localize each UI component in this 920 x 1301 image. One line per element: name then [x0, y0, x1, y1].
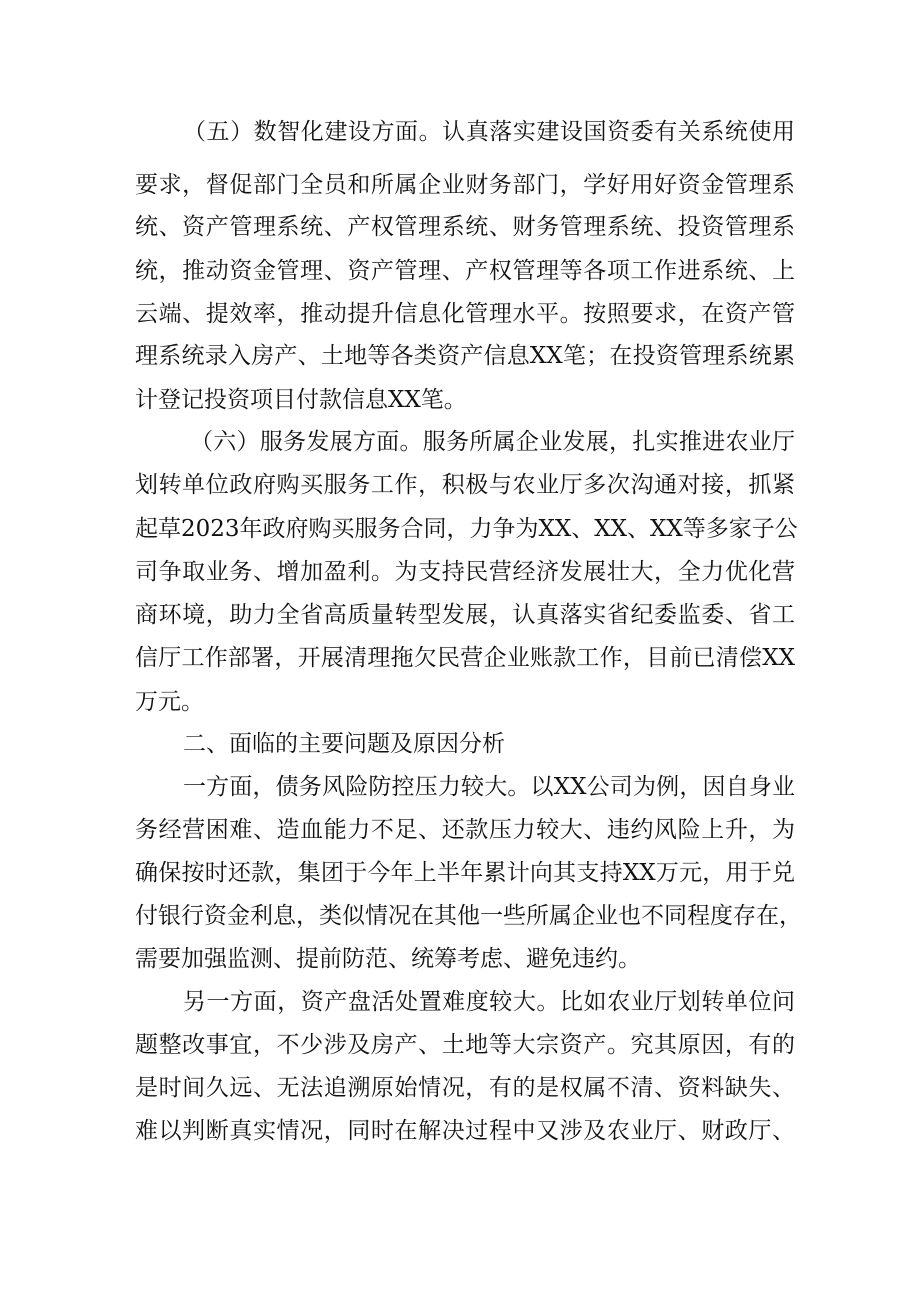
text-line: 司争取业务、增加盈利。为支持民营经济发展壮大，全力优化营 [135, 559, 795, 585]
text-line: （五）数智化建设方面。认真落实建设国资委有关系统使用 [183, 119, 795, 145]
text-line: 难以判断真实情况，同时在解决过程中又涉及农业厅、财政厅、 [135, 1118, 795, 1144]
text-line: 付银行资金利息，类似情况在其他一些所属企业也不同程度存在， [135, 903, 802, 929]
text-line: 题整改事宜，不少涉及房产、土地等大宗资产。究其原因，有的 [135, 1032, 795, 1058]
text-line: 起草2023年政府购买服务合同，力争为XX、XX、XX等多家子公 [135, 516, 798, 542]
text-line: 是时间久远、无法追溯原始情况，有的是权属不清、资料缺失、 [135, 1075, 795, 1101]
text-line: 统，推动资金管理、资产管理、产权管理等各项工作进系统、上 [135, 258, 795, 284]
text-line: 确保按时还款，集团于今年上半年累计向其支持XX万元，用于兑 [135, 860, 795, 886]
text-line: 需要加强监测、提前防范、统筹考虑、避免违约。 [135, 946, 641, 972]
text-line: 另一方面，资产盘活处置难度较大。比如农业厅划转单位问 [183, 989, 795, 1015]
text-line: 一方面，债务风险防控压力较大。以XX公司为例，因自身业 [183, 774, 795, 800]
text-line: 理系统录入房产、土地等各类资产信息XX笔；在投资管理系统累 [135, 343, 795, 369]
text-line: 划转单位政府购买服务工作，积极与农业厅多次沟通对接，抓紧 [135, 472, 795, 498]
section-heading: 二、面临的主要问题及原因分析 [183, 731, 505, 757]
text-line: 云端、提效率，推动提升信息化管理水平。按照要求，在资产管 [135, 301, 795, 327]
text-line: 信厅工作部署，开展清理拖欠民营企业账款工作，目前已清偿XX [135, 645, 795, 671]
text-line: （六）服务发展方面。服务所属企业发展，扎实推进农业厅 [190, 429, 795, 455]
text-line: 统、资产管理系统、产权管理系统、财务管理系统、投资管理系 [135, 214, 795, 240]
text-line: 万元。 [135, 689, 204, 715]
text-line: 商环境，助力全省高质量转型发展，认真落实省纪委监委、省工 [135, 602, 795, 628]
text-line: 要求，督促部门全员和所属企业财务部门，学好用好资金管理系 [135, 172, 795, 198]
text-line: 计登记投资项目付款信息XX笔。 [135, 387, 467, 413]
text-line: 务经营困难、造血能力不足、还款压力较大、违约风险上升，为 [135, 817, 795, 843]
